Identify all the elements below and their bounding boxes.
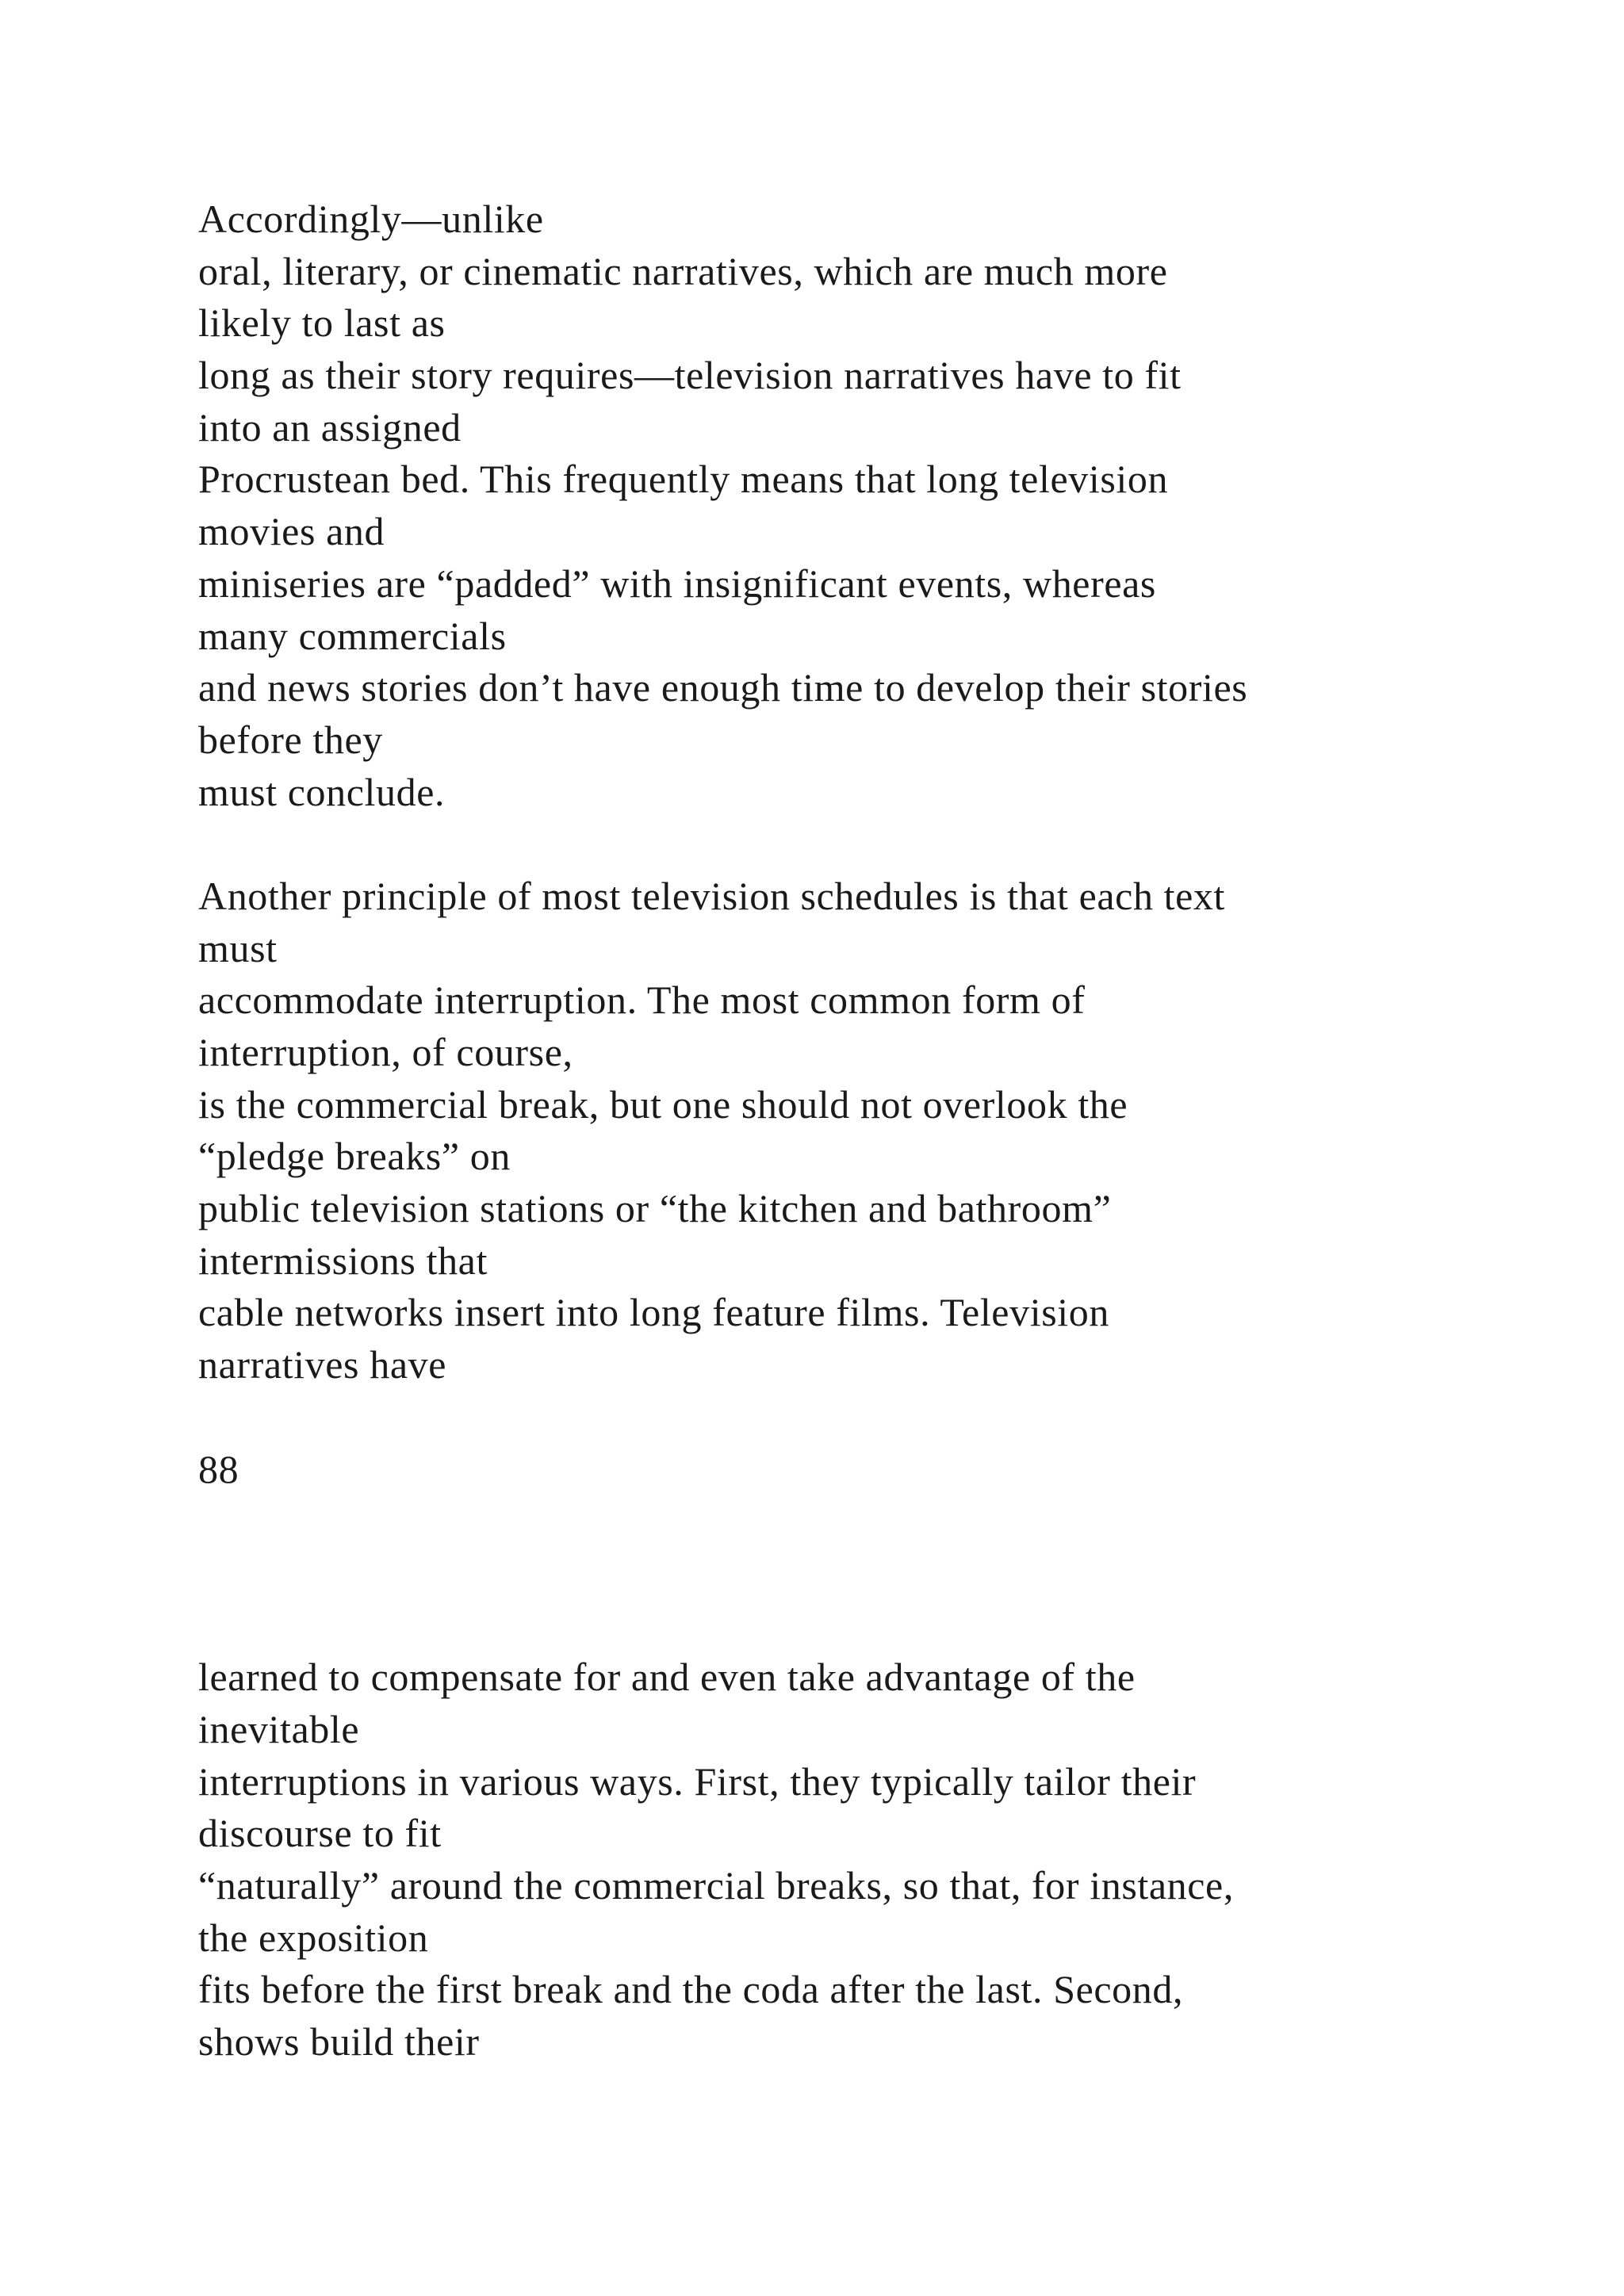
text-line: cable networks insert into long feature films. Television [198, 1290, 1109, 1335]
text-line: interruptions in various ways. First, they typically tailor their [198, 1758, 1197, 1804]
text-line: intermissions that [198, 1238, 488, 1283]
text-line: miniseries are “padded” with insignificant events, whereas [198, 561, 1156, 606]
text-line: and news stories don’t have enough time to develop their stories [198, 665, 1248, 710]
text-line: discourse to fit [198, 1811, 442, 1856]
text-line: learned to compensate for and even take advantage of the [198, 1655, 1136, 1700]
text-line: Accordingly—unlike [198, 197, 544, 241]
text-line: is the commercial break, but one should not overlook the [198, 1081, 1128, 1127]
paragraph-spacer [198, 818, 1562, 871]
text-line: narratives have [198, 1342, 447, 1387]
text-line: movies and [198, 509, 385, 554]
text-line: shows build their [198, 2019, 480, 2064]
page-number: 88 [198, 1446, 239, 1491]
text-line: Another principle of most television schedules is that each text [198, 873, 1226, 918]
text-line: before they [198, 717, 383, 762]
text-line: Procrustean bed. This frequently means that long television [198, 457, 1169, 502]
text-line: “naturally” around the commercial breaks, so that, for instance, [198, 1862, 1234, 1908]
paragraph-2 [198, 871, 1562, 1391]
text-line: “pledge breaks” on [198, 1134, 511, 1179]
text-line: into an assigned [198, 404, 462, 450]
text-line: many commercials [198, 613, 507, 658]
document-page [198, 193, 1562, 2068]
text-line: likely to last as [198, 300, 446, 346]
text-line: inevitable [198, 1706, 360, 1751]
text-line: long as their story requires—television narratives have to fit [198, 353, 1182, 398]
text-line: must [198, 925, 278, 970]
paragraph-spacer [198, 1391, 1562, 1444]
text-line: must conclude. [198, 769, 446, 814]
page-break-spacer [198, 1495, 1562, 1651]
paragraph-1 [198, 193, 1562, 818]
text-line: fits before the first break and the coda after the last. Second, [198, 1967, 1184, 2012]
text-line: interruption, of course, [198, 1030, 573, 1074]
text-line: oral, literary, or cinematic narratives, which are much more [198, 248, 1168, 293]
paragraph-3 [198, 1651, 1562, 2068]
text-line: accommodate interruption. The most common form of [198, 978, 1086, 1023]
text-line: the exposition [198, 1915, 429, 1960]
text-line: public television stations or “the kitchen and bathroom” [198, 1186, 1112, 1231]
